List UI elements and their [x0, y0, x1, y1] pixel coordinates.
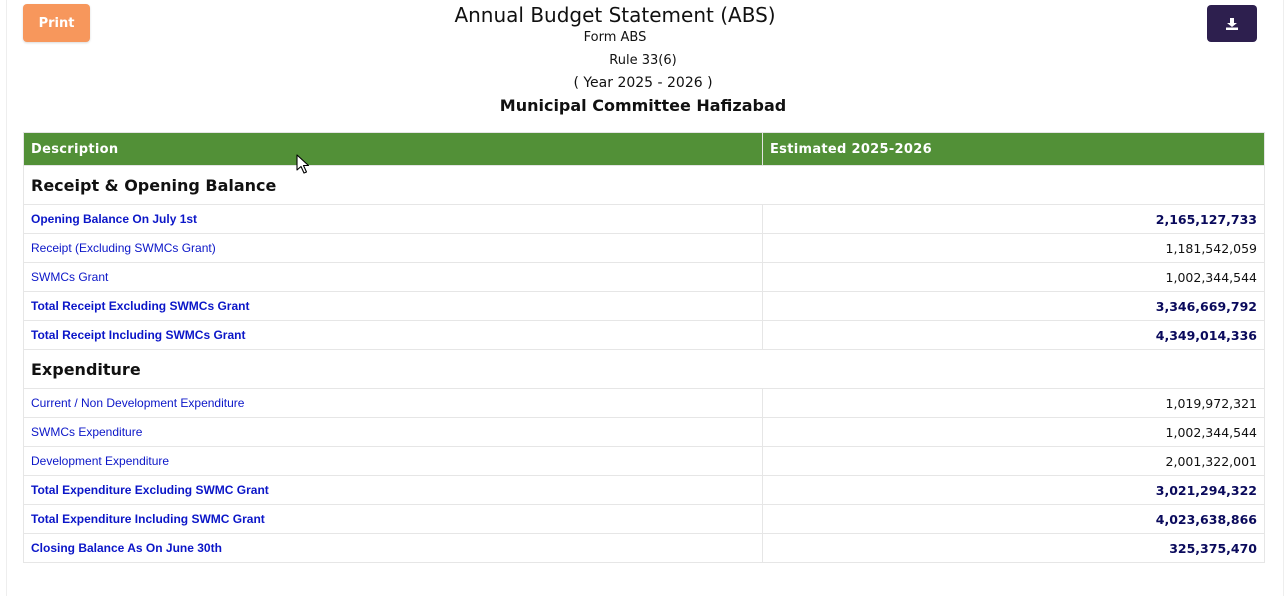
- row-value: 1,181,542,059: [763, 234, 1265, 263]
- table-row: [24, 389, 1265, 418]
- row-label: Development Expenditure: [24, 447, 763, 476]
- row-value: 3,021,294,322: [763, 476, 1265, 505]
- row-label: Total Expenditure Excluding SWMC Grant: [24, 476, 763, 505]
- table-row: [24, 263, 1265, 292]
- row-label: SWMCs Grant: [24, 263, 763, 292]
- row-value: 4,023,638,866: [763, 505, 1265, 534]
- row-value: 325,375,470: [763, 534, 1265, 563]
- print-button[interactable]: Print: [23, 4, 90, 42]
- budget-table: [23, 132, 1265, 563]
- table-row: [24, 505, 1265, 534]
- table-row: [24, 234, 1265, 263]
- row-value: 1,002,344,544: [763, 418, 1265, 447]
- row-label: SWMCs Expenditure: [24, 418, 763, 447]
- row-value: 2,165,127,733: [763, 205, 1265, 234]
- row-label: Opening Balance On July 1st: [24, 205, 763, 234]
- table-row: [24, 534, 1265, 563]
- page-title: Annual Budget Statement (ABS): [454, 3, 776, 27]
- table-row: [24, 447, 1265, 476]
- row-value: 1,019,972,321: [763, 389, 1265, 418]
- section-row-receipt: [24, 166, 1265, 205]
- mouse-cursor-icon: [296, 154, 310, 174]
- row-value: 4,349,014,336: [763, 321, 1265, 350]
- row-value: 2,001,322,001: [763, 447, 1265, 476]
- year-label: ( Year 2025 - 2026 ): [573, 75, 713, 91]
- column-header-estimated: Estimated 2025-2026: [763, 133, 1265, 166]
- row-label: Total Expenditure Including SWMC Grant: [24, 505, 763, 534]
- organization-name: Municipal Committee Hafizabad: [499, 96, 787, 115]
- row-label: Closing Balance As On June 30th: [24, 534, 763, 563]
- table-row: [24, 292, 1265, 321]
- row-label: Current / Non Development Expenditure: [24, 389, 763, 418]
- row-value: 1,002,344,544: [763, 263, 1265, 292]
- column-header-description: Description: [24, 133, 763, 166]
- row-label: Total Receipt Excluding SWMCs Grant: [24, 292, 763, 321]
- row-value: 3,346,669,792: [763, 292, 1265, 321]
- table-header-row: [24, 133, 1265, 166]
- section-title: Expenditure: [24, 350, 1265, 389]
- table-row: [24, 476, 1265, 505]
- row-label: Total Receipt Including SWMCs Grant: [24, 321, 763, 350]
- table-row: [24, 418, 1265, 447]
- form-label: Form ABS: [583, 30, 647, 45]
- row-label: Receipt (Excluding SWMCs Grant): [24, 234, 763, 263]
- table-row: [24, 321, 1265, 350]
- section-row-expenditure: [24, 350, 1265, 389]
- table-row: [24, 205, 1265, 234]
- rule-label: Rule 33(6): [609, 53, 677, 68]
- section-title: Receipt & Opening Balance: [24, 166, 1265, 205]
